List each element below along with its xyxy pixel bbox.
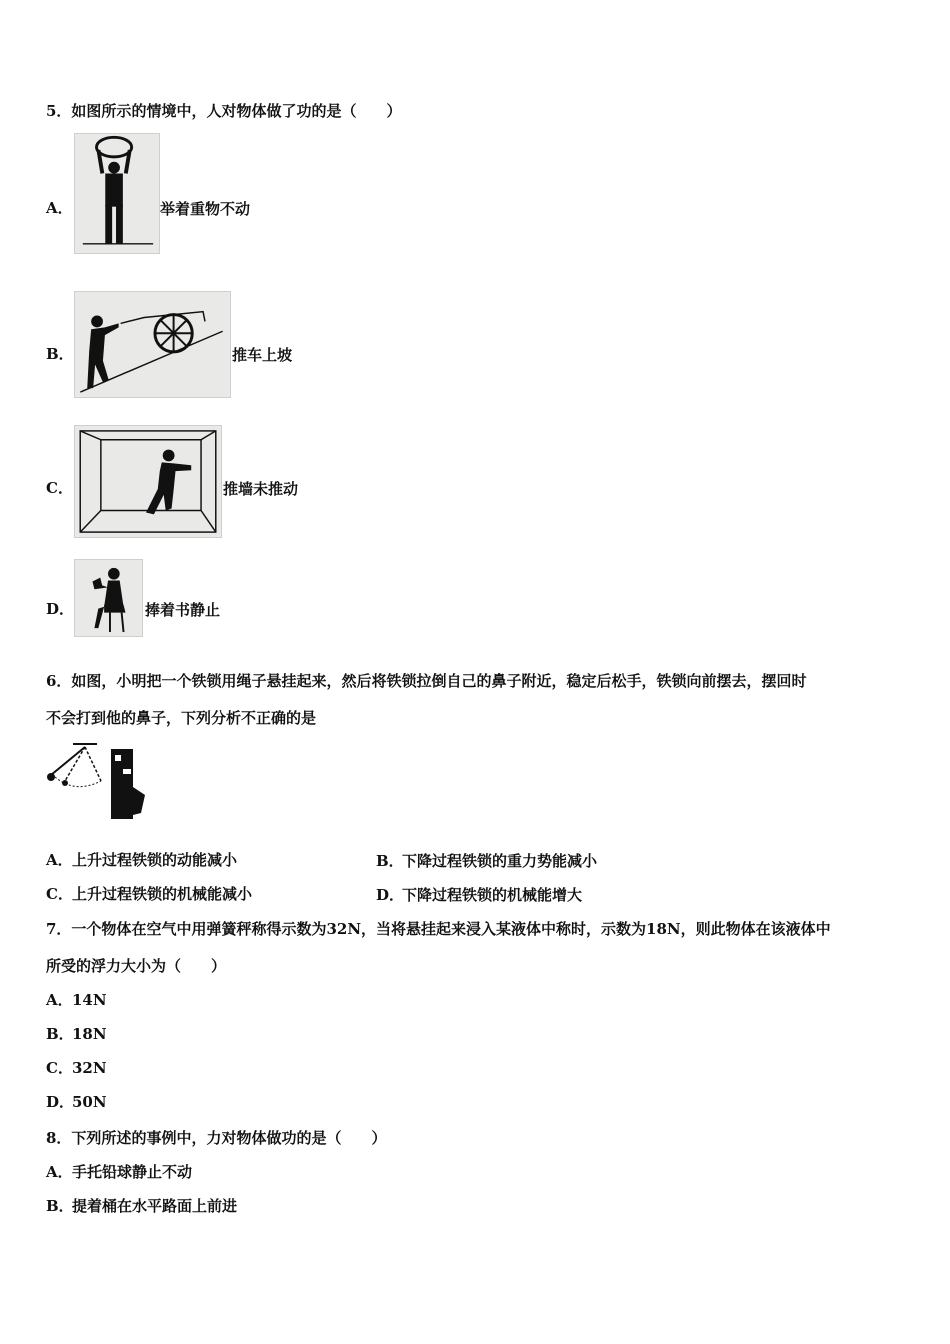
q7-stem-line1: 7．一个物体在空气中用弹簧秤称得示数为32N，当将悬挂起来浸入某液体中称时，示数为18N，则此物体在该液体中 bbox=[46, 920, 831, 938]
q8-stem: 8．下列所述的事例中，力对物体做功的是（ ） bbox=[46, 1129, 387, 1147]
q5-option-c-caption: 推墙未推动 bbox=[223, 480, 299, 498]
q8-option-b: B．提着桶在水平路面上前进 bbox=[46, 1197, 238, 1215]
q5-option-b-caption: 推车上坡 bbox=[232, 346, 293, 364]
q5-stem: 5．如图所示的情境中，人对物体做了功的是（ ） bbox=[46, 102, 402, 120]
iron-lock-pendulum-figure bbox=[45, 739, 152, 826]
q7-option-b: B．18N bbox=[46, 1025, 107, 1043]
q7-stem-line2: 所受的浮力大小为（ ） bbox=[46, 957, 227, 975]
q5-option-a-letter: A． bbox=[46, 199, 73, 217]
person-holding-weight-figure bbox=[74, 133, 160, 254]
q5-option-a-caption: 举着重物不动 bbox=[160, 200, 251, 218]
q6-option-b: B．下降过程铁锁的重力势能减小 bbox=[376, 852, 598, 870]
q5-option-d-letter: D． bbox=[46, 600, 75, 618]
person-holding-book-figure bbox=[74, 559, 143, 637]
person-pushing-cart-uphill-figure bbox=[74, 291, 231, 398]
q6-option-d: D．下降过程铁锁的机械能增大 bbox=[376, 886, 583, 904]
q6-option-a: A．上升过程铁锁的动能减小 bbox=[46, 851, 238, 869]
q7-option-d: D．50N bbox=[46, 1093, 107, 1111]
q5-option-c-letter: C． bbox=[46, 479, 73, 497]
q7-option-a: A．14N bbox=[46, 991, 107, 1009]
person-pushing-wall-figure bbox=[74, 425, 222, 538]
q5-option-b-letter: B． bbox=[46, 345, 74, 363]
q6-option-c: C．上升过程铁锁的机械能减小 bbox=[46, 885, 253, 903]
q8-option-a: A．手托铅球静止不动 bbox=[46, 1163, 193, 1181]
q5-option-d-caption: 捧着书静止 bbox=[145, 601, 221, 619]
q6-stem-line2: 不会打到他的鼻子，下列分析不正确的是 bbox=[46, 709, 317, 727]
q7-option-c: C．32N bbox=[46, 1059, 107, 1077]
q6-stem-line1: 6．如图，小明把一个铁锁用绳子悬挂起来，然后将铁锁拉倒自己的鼻子附近，稳定后松手，铁锁向前摆去，摆回时 bbox=[46, 672, 807, 690]
